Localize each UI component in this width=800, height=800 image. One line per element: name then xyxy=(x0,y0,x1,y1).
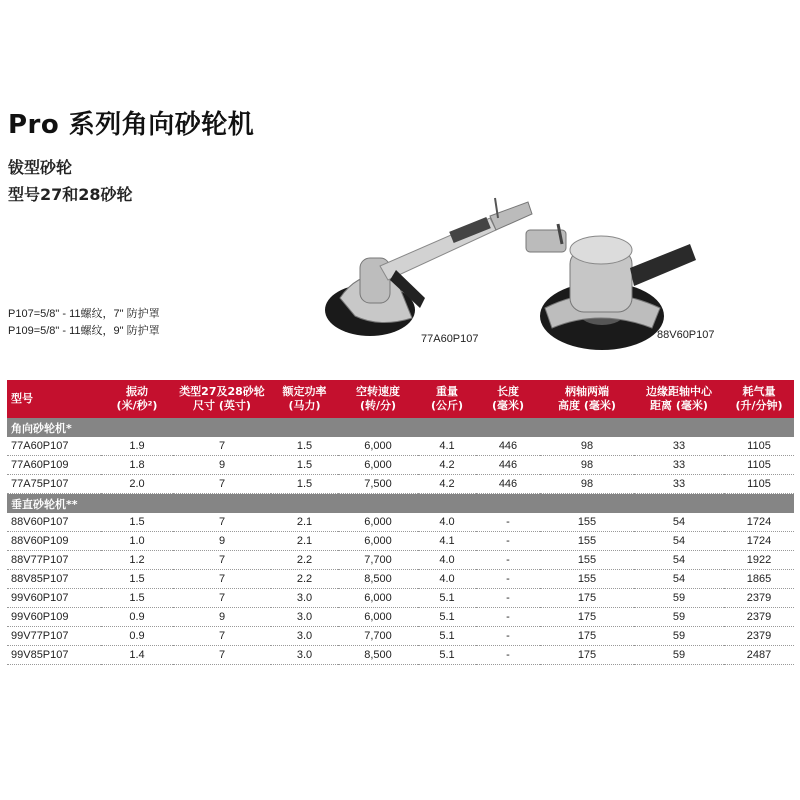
cell-air-consumption: 1724 xyxy=(724,513,794,532)
cell-power: 3.0 xyxy=(271,646,338,665)
cell-side-to-center: 59 xyxy=(634,589,724,608)
cell-wheel-size: 7 xyxy=(173,627,271,646)
header-cell-weight: 重量 (公斤) xyxy=(418,380,476,418)
table-row xyxy=(7,437,794,456)
cell-free-speed: 8,500 xyxy=(338,570,418,589)
cell-weight: 5.1 xyxy=(418,589,476,608)
cell-power: 1.5 xyxy=(271,437,338,456)
table-row xyxy=(7,475,794,494)
header-cell-free-speed: 空转速度 (转/分) xyxy=(338,380,418,418)
cell-model: 88V77P107 xyxy=(7,551,101,570)
cell-spindle-height: 175 xyxy=(540,627,634,646)
table-row xyxy=(7,627,794,646)
cell-weight: 5.1 xyxy=(418,646,476,665)
cell-wheel-size: 7 xyxy=(173,551,271,570)
cell-spindle-height: 155 xyxy=(540,513,634,532)
cell-side-to-center: 54 xyxy=(634,513,724,532)
cell-vibration: 1.5 xyxy=(101,513,173,532)
cell-model: 99V77P107 xyxy=(7,627,101,646)
cell-weight: 5.1 xyxy=(418,608,476,627)
cell-vibration: 0.9 xyxy=(101,608,173,627)
caption-vertical-grinder: 88V60P107 xyxy=(657,329,715,341)
page-title: Pro 系列角向砂轮机 xyxy=(8,110,255,140)
cell-vibration: 1.2 xyxy=(101,551,173,570)
cell-length: - xyxy=(476,627,540,646)
cell-side-to-center: 33 xyxy=(634,437,724,456)
cell-power: 2.1 xyxy=(271,532,338,551)
cell-wheel-size: 7 xyxy=(173,570,271,589)
cell-length: - xyxy=(476,608,540,627)
cell-side-to-center: 54 xyxy=(634,551,724,570)
cell-air-consumption: 1105 xyxy=(724,475,794,494)
cell-power: 3.0 xyxy=(271,608,338,627)
cell-air-consumption: 1724 xyxy=(724,532,794,551)
spec-table xyxy=(7,380,794,665)
cell-length: - xyxy=(476,513,540,532)
table-row xyxy=(7,532,794,551)
header-cell-side-to-center: 边缘距轴中心 距离 (毫米) xyxy=(634,380,724,418)
cell-vibration: 1.4 xyxy=(101,646,173,665)
cell-wheel-size: 7 xyxy=(173,437,271,456)
cell-side-to-center: 33 xyxy=(634,475,724,494)
cell-air-consumption: 1865 xyxy=(724,570,794,589)
table-row xyxy=(7,589,794,608)
table-body xyxy=(7,418,794,665)
table-group-row xyxy=(7,418,794,437)
header-cell-air-consumption: 耗气量 (升/分钟) xyxy=(724,380,794,418)
table-header xyxy=(7,380,794,418)
caption-angle-grinder: 77A60P107 xyxy=(421,333,479,345)
cell-spindle-height: 98 xyxy=(540,437,634,456)
cell-air-consumption: 1922 xyxy=(724,551,794,570)
cell-side-to-center: 59 xyxy=(634,646,724,665)
cell-side-to-center: 59 xyxy=(634,627,724,646)
cell-model: 99V60P109 xyxy=(7,608,101,627)
cell-spindle-height: 98 xyxy=(540,456,634,475)
table-group-row xyxy=(7,494,794,514)
table-row xyxy=(7,513,794,532)
cell-air-consumption: 1105 xyxy=(724,456,794,475)
cell-side-to-center: 59 xyxy=(634,608,724,627)
cell-spindle-height: 155 xyxy=(540,570,634,589)
cell-vibration: 1.5 xyxy=(101,570,173,589)
cell-vibration: 1.9 xyxy=(101,437,173,456)
cell-side-to-center: 33 xyxy=(634,456,724,475)
cell-weight: 4.2 xyxy=(418,475,476,494)
cell-spindle-height: 175 xyxy=(540,608,634,627)
cell-wheel-size: 9 xyxy=(173,456,271,475)
cell-weight: 4.0 xyxy=(418,570,476,589)
cell-air-consumption: 2379 xyxy=(724,627,794,646)
cell-free-speed: 6,000 xyxy=(338,437,418,456)
subtitle-disc-type: 钹型砂轮 xyxy=(8,158,73,177)
angle-grinder-image xyxy=(325,198,532,336)
cell-free-speed: 6,000 xyxy=(338,608,418,627)
cell-model: 77A75P107 xyxy=(7,475,101,494)
cell-air-consumption: 1105 xyxy=(724,437,794,456)
cell-power: 2.2 xyxy=(271,551,338,570)
cell-spindle-height: 98 xyxy=(540,475,634,494)
cell-air-consumption: 2379 xyxy=(724,589,794,608)
cell-free-speed: 6,000 xyxy=(338,456,418,475)
cell-length: - xyxy=(476,570,540,589)
cell-weight: 4.0 xyxy=(418,513,476,532)
note-p109: P109=5/8" - 11螺纹，9" 防护罩 xyxy=(8,325,160,337)
cell-side-to-center: 54 xyxy=(634,532,724,551)
note-p107: P107=5/8" - 11螺纹，7" 防护罩 xyxy=(8,308,160,320)
cell-wheel-size: 9 xyxy=(173,608,271,627)
header-cell-power: 额定功率 (马力) xyxy=(271,380,338,418)
table-row xyxy=(7,570,794,589)
cell-length: 446 xyxy=(476,475,540,494)
cell-length: - xyxy=(476,532,540,551)
cell-free-speed: 6,000 xyxy=(338,532,418,551)
cell-wheel-size: 9 xyxy=(173,532,271,551)
cell-weight: 4.0 xyxy=(418,551,476,570)
cell-free-speed: 7,700 xyxy=(338,627,418,646)
cell-weight: 4.1 xyxy=(418,437,476,456)
table-row xyxy=(7,646,794,665)
cell-power: 3.0 xyxy=(271,627,338,646)
cell-model: 77A60P109 xyxy=(7,456,101,475)
cell-free-speed: 6,000 xyxy=(338,513,418,532)
cell-power: 3.0 xyxy=(271,589,338,608)
cell-weight: 4.2 xyxy=(418,456,476,475)
header-cell-spindle-height: 柄轴两端 高度 (毫米) xyxy=(540,380,634,418)
header-cell-wheel-size: 类型27及28砂轮 尺寸 (英寸) xyxy=(173,380,271,418)
table-row xyxy=(7,551,794,570)
cell-wheel-size: 7 xyxy=(173,513,271,532)
cell-spindle-height: 155 xyxy=(540,551,634,570)
cell-model: 99V85P107 xyxy=(7,646,101,665)
cell-power: 1.5 xyxy=(271,456,338,475)
cell-spindle-height: 175 xyxy=(540,589,634,608)
cell-length: - xyxy=(476,551,540,570)
cell-model: 99V60P107 xyxy=(7,589,101,608)
cell-wheel-size: 7 xyxy=(173,589,271,608)
cell-weight: 5.1 xyxy=(418,627,476,646)
cell-vibration: 1.0 xyxy=(101,532,173,551)
group-label: 角向砂轮机* xyxy=(7,418,794,437)
cell-vibration: 1.5 xyxy=(101,589,173,608)
cell-free-speed: 6,000 xyxy=(338,589,418,608)
cell-length: - xyxy=(476,646,540,665)
cell-model: 88V60P107 xyxy=(7,513,101,532)
header-cell-model: 型号 xyxy=(7,380,101,418)
cell-power: 2.2 xyxy=(271,570,338,589)
cell-length: - xyxy=(476,589,540,608)
cell-spindle-height: 155 xyxy=(540,532,634,551)
cell-air-consumption: 2487 xyxy=(724,646,794,665)
cell-air-consumption: 2379 xyxy=(724,608,794,627)
cell-vibration: 2.0 xyxy=(101,475,173,494)
cell-wheel-size: 7 xyxy=(173,475,271,494)
subtitle-wheel-type: 型号27和28砂轮 xyxy=(8,185,133,204)
cell-power: 1.5 xyxy=(271,475,338,494)
cell-length: 446 xyxy=(476,456,540,475)
cell-free-speed: 7,700 xyxy=(338,551,418,570)
table-row xyxy=(7,456,794,475)
cell-wheel-size: 7 xyxy=(173,646,271,665)
header-cell-length: 长度 (毫米) xyxy=(476,380,540,418)
cell-spindle-height: 175 xyxy=(540,646,634,665)
table-row xyxy=(7,608,794,627)
cell-weight: 4.1 xyxy=(418,532,476,551)
header-cell-vibration: 振动 (米/秒²) xyxy=(101,380,173,418)
cell-model: 77A60P107 xyxy=(7,437,101,456)
group-label: 垂直砂轮机** xyxy=(7,494,794,514)
cell-vibration: 1.8 xyxy=(101,456,173,475)
cell-side-to-center: 54 xyxy=(634,570,724,589)
cell-free-speed: 7,500 xyxy=(338,475,418,494)
cell-model: 88V60P109 xyxy=(7,532,101,551)
cell-length: 446 xyxy=(476,437,540,456)
cell-vibration: 0.9 xyxy=(101,627,173,646)
cell-free-speed: 8,500 xyxy=(338,646,418,665)
cell-power: 2.1 xyxy=(271,513,338,532)
cell-model: 88V85P107 xyxy=(7,570,101,589)
